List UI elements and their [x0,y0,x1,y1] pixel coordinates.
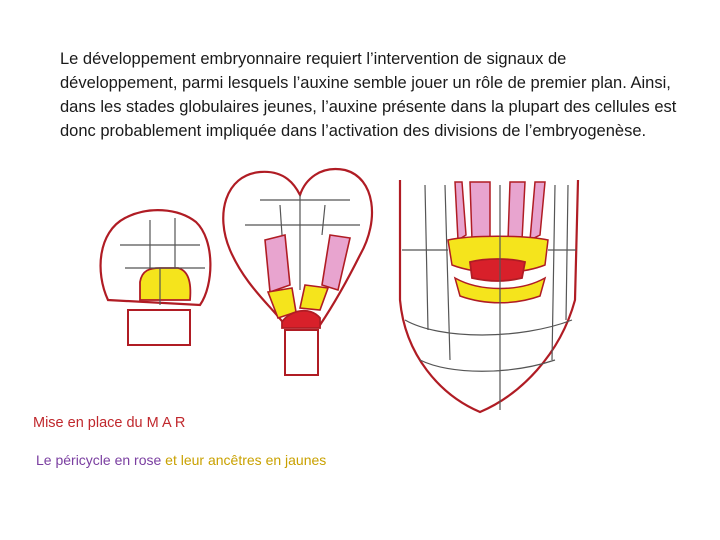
caption-legend [36,452,326,468]
root-apex-drawing [400,180,578,412]
intro-paragraph: Le développement embryonnaire requiert l’intervention de signaux de développement, parmi lesquels l’auxine semble jouer un rôle de premier plan. Ainsi, dans les stades globulaires jeunes, l’auxine présente dans la plupart des cellules est donc probablement impliquée dans l’activation des divisions de l’embryogenèse. [60,50,677,140]
globular-embryo-drawing [101,210,211,345]
caption-mar: Mise en place du M A R [33,415,186,431]
caption-ancestors: et leur ancêtres en jaunes [161,452,327,468]
caption-pericycle: Le péricycle en rose [36,452,162,468]
heart-embryo-drawing [223,169,372,375]
